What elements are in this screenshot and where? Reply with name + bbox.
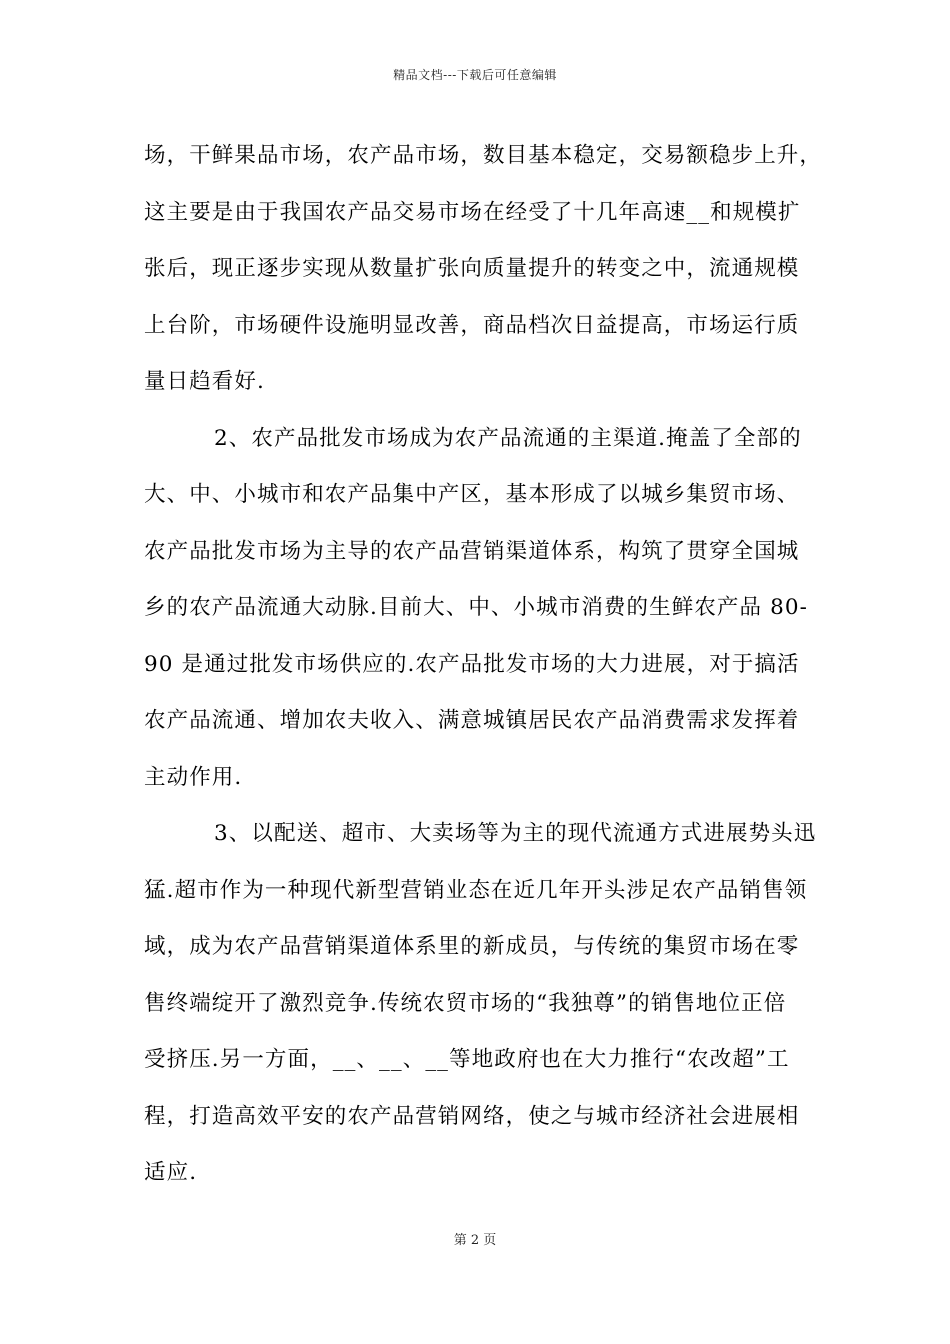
text-line: 3、以配送、超市、大卖场等为主的现代流通方式进展势头迅	[214, 821, 817, 846]
text-line: 农产品批发市场为主导的农产品营销渠道体系，构筑了贯穿全国城	[144, 538, 800, 564]
text-line: 大、中、小城市和农产品集中产区，基本形成了以城乡集贸市场、	[144, 482, 800, 507]
text-line: 农产品流通、增加农夫收入、满意城镇居民农产品消费需求发挥着	[144, 708, 800, 733]
text-line: 90 是通过批发市场供应的.农产品批发市场的大力进展，对于搞活	[144, 651, 800, 677]
page-header: 精品文档---下载后可任意编辑	[393, 68, 557, 82]
text-line: 售终端绽开了激烈竞争.传统农贸市场的“我独尊”的销售地位正倍	[144, 990, 787, 1016]
text-line: 主动作用.	[144, 764, 243, 790]
page-number: 第 2 页	[453, 1233, 497, 1248]
text-line: 乡的农产品流通大动脉.目前大、中、小城市消费的生鲜农产品 80-	[144, 595, 808, 620]
text-line: 场，干鲜果品市场，农产品市场，数目基本稳定，交易额稳步上升，	[144, 143, 823, 168]
paragraph-2	[144, 411, 814, 807]
text-line: 受挤压.另一方面，__、__、__等地政府也在大力推行“农改超”工	[144, 1047, 790, 1072]
text-line: 猛.超市作为一种现代新型营销业态在近几年开头涉足农产品销售领	[144, 877, 808, 903]
text-line: 域，成为农产品营销渠道体系里的新成员，与传统的集贸市场在零	[144, 934, 800, 959]
paragraph-1	[144, 128, 823, 411]
paragraph-3	[144, 806, 817, 1202]
text-line: 程，打造高效平安的农产品营销网络，使之与城市经济社会进展相	[144, 1103, 800, 1129]
text-line: 2、农产品批发市场成为农产品流通的主渠道.掩盖了全部的	[214, 425, 802, 451]
text-line: 这主要是由于我国农产品交易市场在经受了十几年高速__和规模扩	[144, 199, 801, 225]
text-line: 适应.	[144, 1160, 198, 1185]
document-body	[144, 128, 823, 1202]
text-line: 上台阶，市场硬件设施明显改善，商品档次日益提高，市场运行质	[144, 312, 800, 338]
text-line: 张后，现正逐步实现从数量扩张向质量提升的转变之中，流通规模	[144, 256, 800, 281]
text-line: 量日趋看好.	[144, 369, 265, 394]
